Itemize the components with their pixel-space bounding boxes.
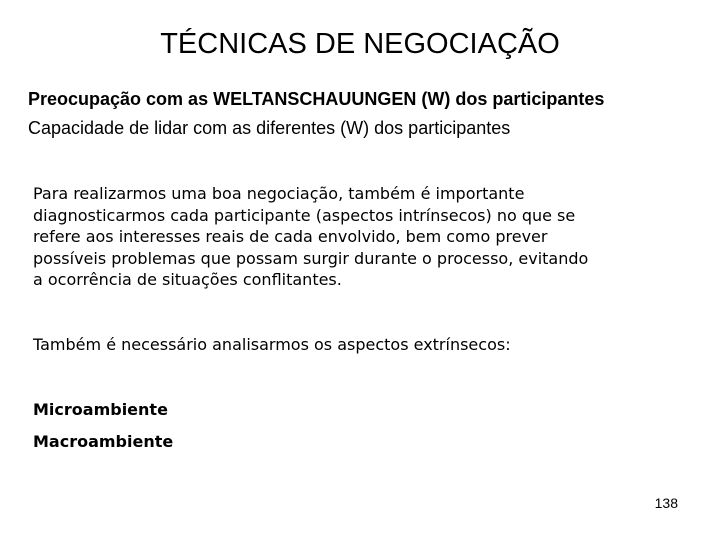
- microambiente-item: Microambiente: [33, 400, 168, 419]
- weltanschauungen-heading: Preocupação com as WELTANSCHAUUNGEN (W) dos participantes: [28, 89, 605, 109]
- negotiation-paragraph: [33, 183, 693, 291]
- paragraph-line: refere aos interesses reais de cada envolvido, bem como prever: [33, 227, 548, 247]
- paragraph-line: diagnosticarmos cada participante (aspectos intrínsecos) no que se: [33, 205, 576, 225]
- paragraph-line: Para realizarmos uma boa negociação, também é importante: [33, 184, 525, 203]
- extrinsic-aspects-text: Também é necessário analisarmos os aspectos extrínsecos:: [33, 335, 511, 354]
- slide-title: TÉCNICAS DE NEGOCIAÇÃO: [160, 28, 560, 60]
- paragraph-line: a ocorrência de situações conflitantes.: [33, 270, 342, 290]
- page-number: 138: [654, 495, 678, 511]
- macroambiente-item: Macroambiente: [33, 432, 174, 451]
- paragraph-line: possíveis problemas que possam surgir durante o processo, evitando: [33, 248, 589, 268]
- capacity-heading: Capacidade de lidar com as diferentes (W) dos participantes: [28, 118, 511, 138]
